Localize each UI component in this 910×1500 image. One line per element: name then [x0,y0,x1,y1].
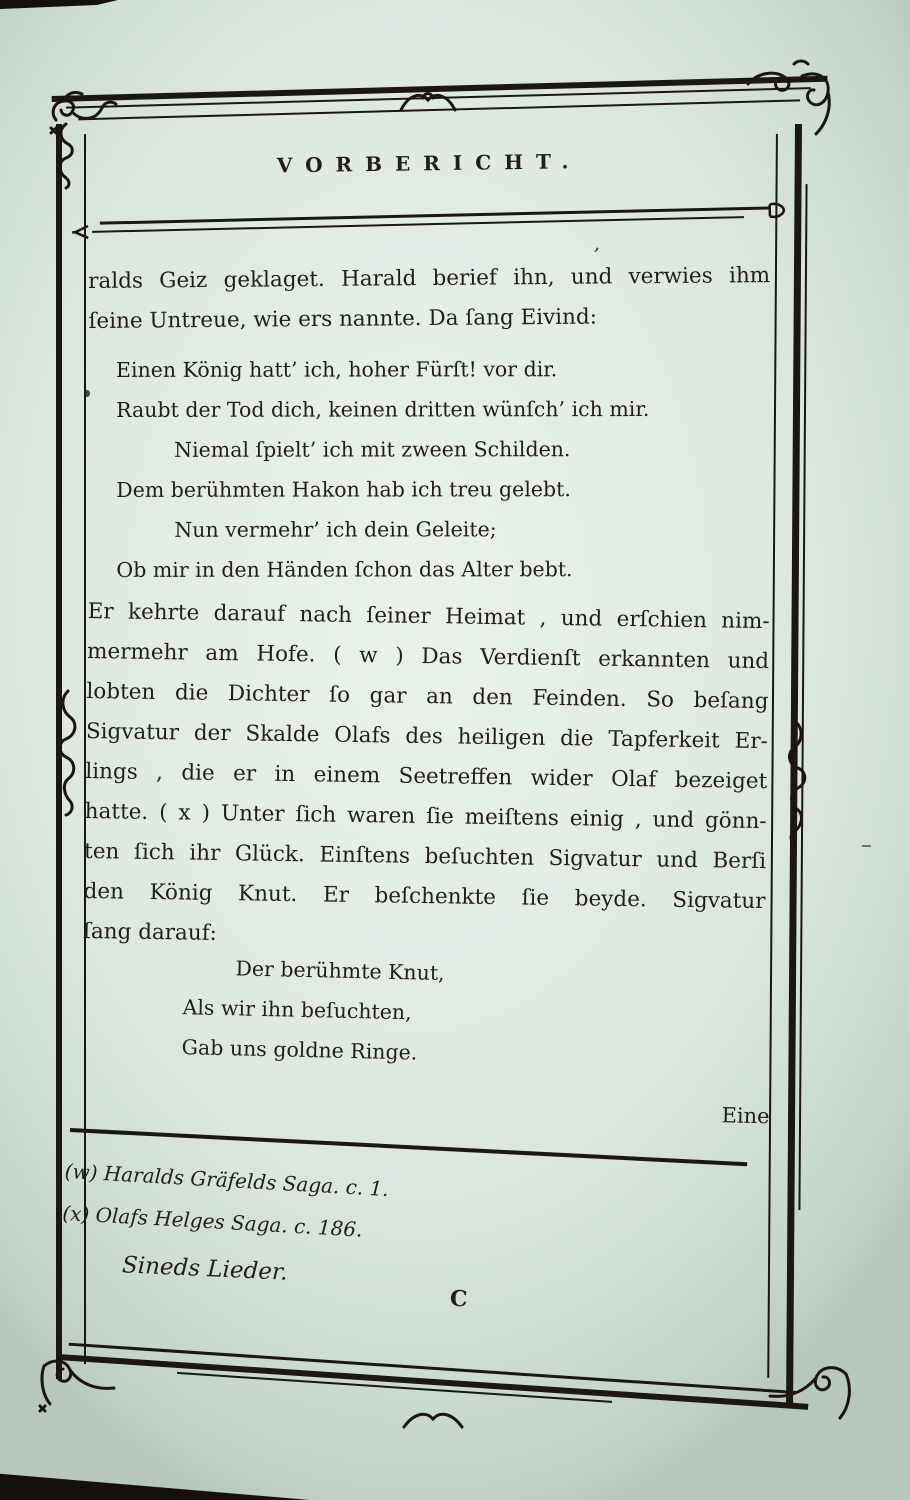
verse-line: Der berühmte Knut, [235,956,445,986]
scroll-flourish-icon [758,1356,858,1432]
text-line: mermehr am Hofe. ( w ) Das Verdienſt erkannten und [86,638,770,675]
scroll-flourish-icon [742,56,842,146]
verse-line: Dem berühmten Hakon hab ich treu gelebt. [116,477,571,502]
footnotes [61,1150,685,1268]
text-line: Er kehrte darauf nach ſeiner Heimat , und erſchien nim- [87,598,770,635]
verse-block-2 [85,945,770,1080]
photo-edge-artifact-top [0,0,118,9]
signature-mark: C [449,1285,468,1313]
verse-line: Als wir ihn beſuchten, [182,995,412,1025]
vine-squiggle-icon [782,718,814,844]
heading-rule [86,206,778,233]
scroll-flourish-icon [36,1350,132,1416]
series-title: Sineds Lieder. [121,1252,289,1286]
verse-line: Raubt der Tod dich, keinen dritten wünſch’ ich mir. [116,397,650,422]
page-heading: VORBERICHT. [276,149,582,178]
footnote-line: (w) Haralds Gräfelds Saga. c. 1. [64,1158,390,1202]
text-line: Sigvatur der Skalde Olafs des heiligen die Tapferkeit Er- [85,718,769,755]
paragraph-2 [83,592,770,962]
photo-edge-artifact-bottom [0,1468,310,1500]
verse-line: Niemal ſpielt’ ich mit zween Schilden. [174,437,571,462]
verse-block-1 [88,349,770,590]
verse-line: Ob mir in den Händen ſchon das Alter bebt. [116,557,573,582]
verse-line: Gab uns goldne Ringe. [181,1035,418,1065]
vine-squiggle-icon [52,685,84,821]
vine-squiggle-icon [52,120,78,190]
footnote-line: (x) Olafs Helges Saga. c. 186. [61,1200,364,1242]
crown-curl-icon [395,86,461,114]
ink-spot [862,845,871,847]
text-line: hatte. ( x ) Unter ſich waren ſie meiſtens einig , und gönn- [84,798,767,835]
verse-line: Einen König hatt’ ich, hoher Fürſt! vor dir. [116,357,558,382]
paragraph-1 [88,256,771,342]
verse-line: Nun vermehr’ ich dein Geleite; [174,517,497,542]
crown-curl-icon [398,1405,468,1435]
catchword: Eine [721,1103,770,1129]
text-line: ſeine Untreue, wie ers nannte. Da ſang Eivind: [88,304,598,334]
text-line: den König Knut. Er beſchenkte ſie beyde. Sigvatur [83,878,766,915]
text-line: ſang darauf: [82,918,218,946]
knob-finial-icon [766,201,786,219]
stray-ink-mark: ’ [589,242,602,268]
text-line: ten ſich ihr Glück. Einſtens beſuchten Sigvatur und Berſi [83,838,767,875]
arrow-finial-icon [72,224,90,240]
text-line: ralds Geiz geklaget. Harald berief ihn, und verwies ihm [88,263,771,294]
text-line: lings , die er in einem Seetreffen wider Olaf bezeiget [85,758,768,795]
text-line: lobten die Dichter ſo gar an den Feinden. So beſang [86,678,769,715]
